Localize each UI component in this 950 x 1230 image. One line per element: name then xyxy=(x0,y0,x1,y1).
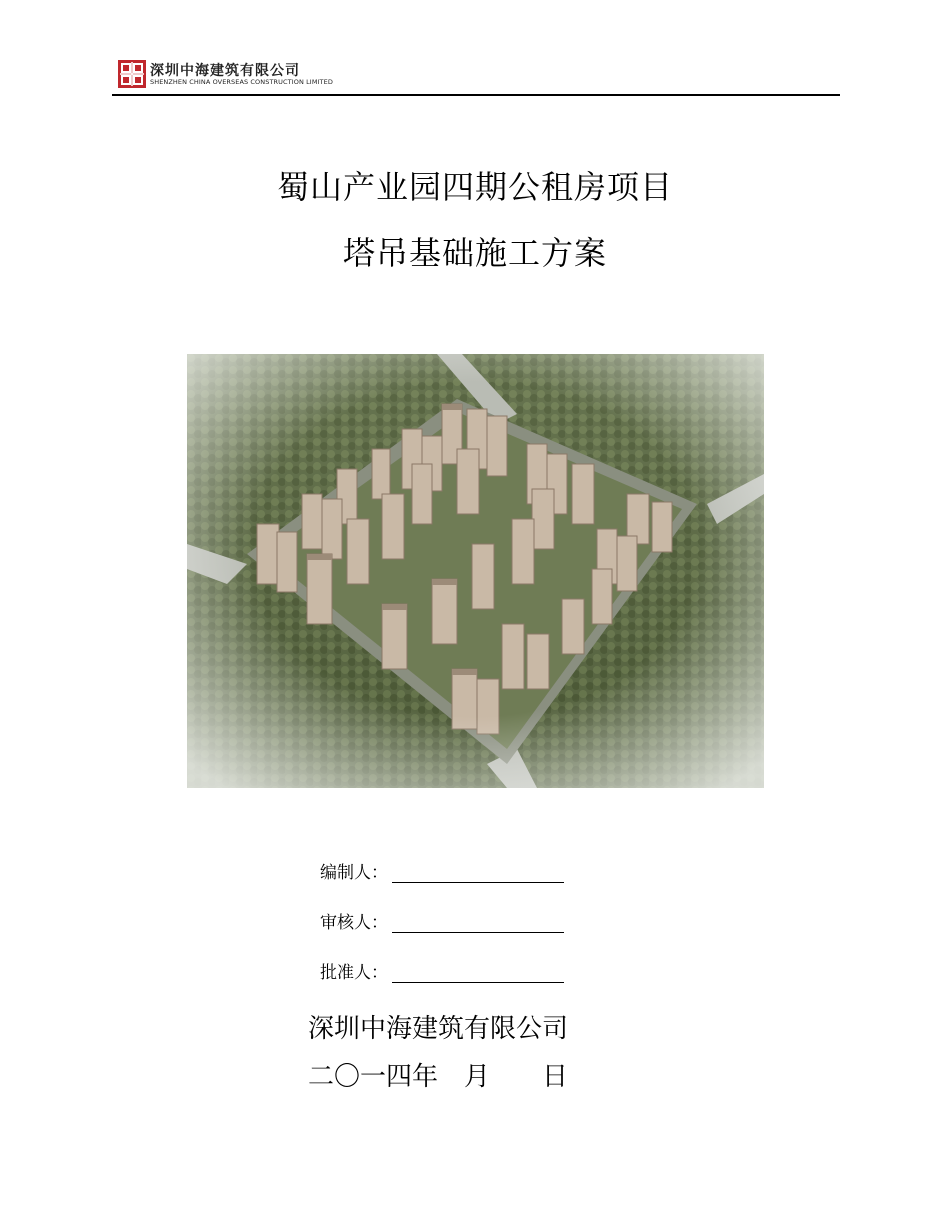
signature-blank-line xyxy=(392,963,564,983)
signature-label: 编制人： xyxy=(320,863,388,883)
document-title: 蜀山产业园四期公租房项目 xyxy=(276,168,673,206)
footer-company: 深圳中海建筑有限公司 xyxy=(308,1014,569,1044)
signature-row-reviewer xyxy=(320,908,564,933)
page-header xyxy=(112,56,840,96)
signature-row-compiler xyxy=(320,858,564,883)
header-company-cn: 深圳中海建筑有限公司 xyxy=(150,63,300,79)
signature-blank-line xyxy=(392,913,564,933)
signature-label: 审核人： xyxy=(320,913,388,933)
header-divider xyxy=(112,94,840,96)
aerial-rendering-image xyxy=(187,354,764,788)
project-aerial-rendering xyxy=(187,354,764,788)
signature-blank-line xyxy=(392,863,564,883)
signature-row-approver xyxy=(320,958,564,983)
signature-label: 批准人： xyxy=(320,963,388,983)
cscec-logo-icon xyxy=(118,60,146,88)
header-company-en: SHENZHEN CHINA OVERSEAS CONSTRUCTION LIMITED xyxy=(150,78,333,86)
document-subtitle: 塔吊基础施工方案 xyxy=(342,234,607,272)
footer-date: 二〇一四年 月 日 xyxy=(308,1062,569,1092)
